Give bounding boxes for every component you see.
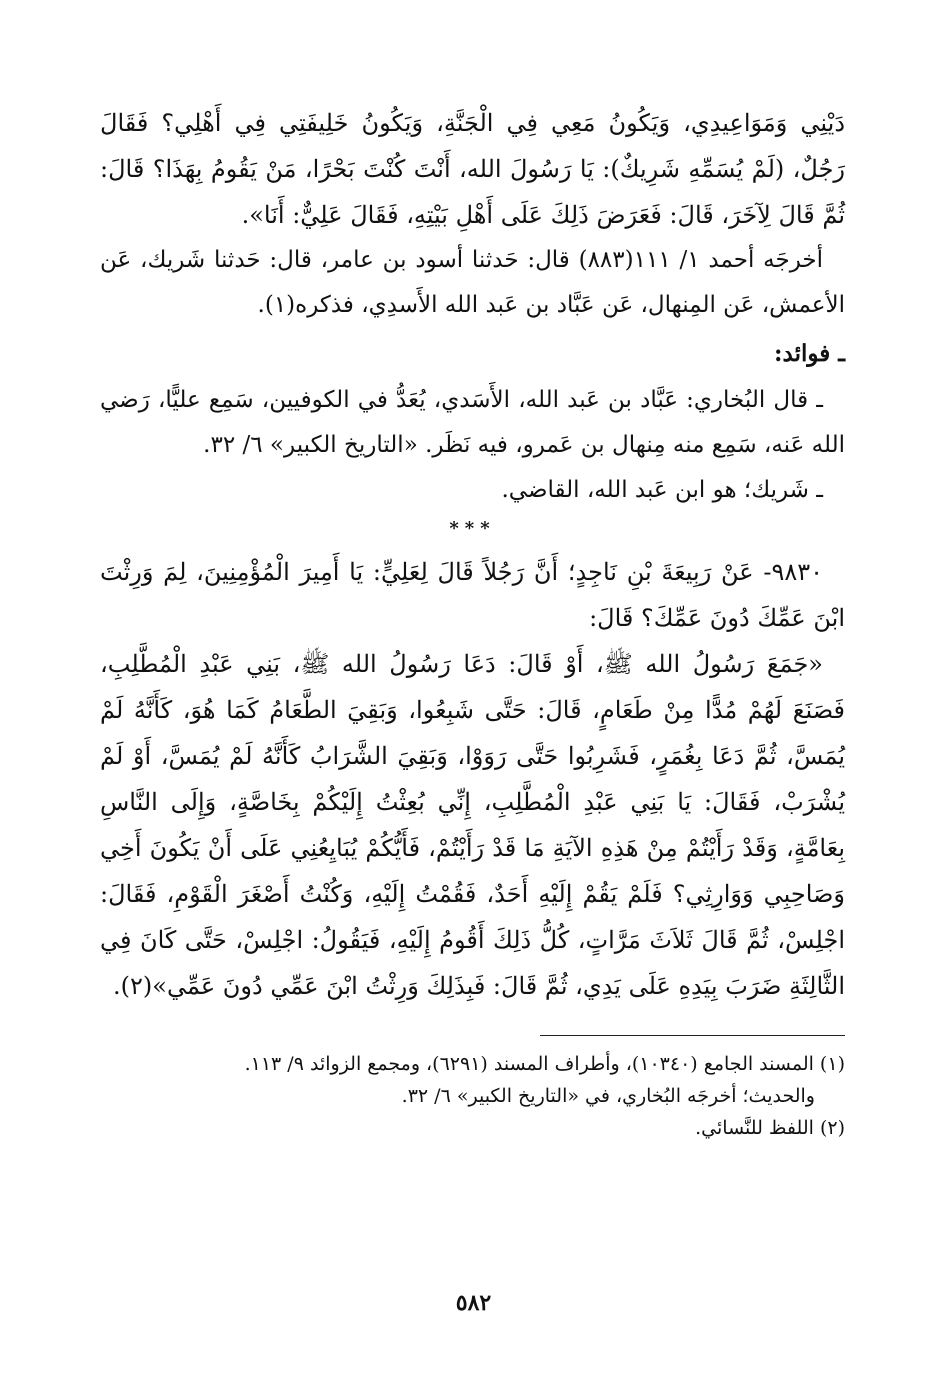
footnote-2: (٢) اللفظ للنَّسائي. (695, 1117, 845, 1139)
page-number: ٥٨٢ (455, 1290, 492, 1316)
page-body (100, 100, 845, 1144)
fawaid-item-sharik: ـ شَريك؛ هو ابن عَبد الله، القاضي. (501, 477, 823, 503)
footnote-divider (540, 1035, 845, 1036)
takhrij-paragraph: أخرجَه أحمد ١/ ١١١(٨٨٣) قال: حَدثنا أسود بن عامر، قال: حَدثنا شَريك، عَن الأعمش، عَن المِنهال، عَن عَبَّاد بن عَبد الله الأَسدِي، فذكره(١). (100, 247, 845, 318)
footnote-1: (١) المسند الجامع (١٠٣٤٠)، وأطراف المسند (٦٢٩١)، ومجمع الزوائد ٩/ ١١٣. (244, 1053, 845, 1075)
section-separator: *** (449, 518, 496, 539)
fawaid-heading: ـ فوائد: (774, 340, 845, 367)
hadith-body: «جَمَعَ رَسُولُ الله ﷺ، أَوْ قَالَ: دَعَا رَسُولُ الله ﷺ، بَنِي عَبْدِ الْمُطَّلِبِ، فَصَنَعَ لَهُمْ مُدًّا مِنْ طَعَامٍ، قَالَ: حَتَّى شَبِعُوا، وَبَقِيَ الطَّعَامُ كَمَا هُوَ، كَأَنَّهُ لَمْ يُمَسَّ، ثُمَّ دَعَا بِغُمَرٍ، فَشَرِبُوا حَتَّى رَوَوْا، وَبَقِيَ الشَّرَابُ كَأَنَّهُ لَمْ يُمَسَّ، أَوْ لَمْ يُشْرَبْ، فَقَالَ: يَا بَنِي عَبْدِ الْمُطَّلِبِ، إِنِّي بُعِثْتُ إِلَيْكُمْ بِخَاصَّةٍ، وَإِلَى النَّاسِ بِعَامَّةٍ، وَقَدْ رَأَيْتُمْ مِنْ هَذِهِ الآيَةِ مَا قَدْ رَأَيْتُمْ، فَأَيُّكُمْ يُبَايِعُنِي عَلَى أَنْ يَكُونَ أَخِي وَصَاحِبِي وَوَارِثِي؟ فَلَمْ يَقُمْ إِلَيْهِ أَحَدٌ، فَقُمْتُ إِلَيْهِ، وَكُنْتُ أَصْغَرَ الْقَوْمِ، فَقَالَ: اجْلِسْ، ثُمَّ قَالَ ثَلاَثَ مَرَّاتٍ، كُلُّ ذَلِكَ أَقُومُ إِلَيْهِ، فَيَقُولُ: اجْلِسْ، حَتَّى كَانَ فِي الثَّالِثَةِ ضَرَبَ بِيَدِهِ عَلَى يَدِي، ثُمَّ قَالَ: فَبِذَلِكَ وَرِثْتُ ابْنَ عَمِّي دُونَ عَمِّي»(٢). (100, 650, 845, 1000)
footnote-1-continuation: والحديث؛ أخرجَه البُخاري، في «التاريخ الكبير» ٦/ ٣٢. (401, 1085, 815, 1107)
hadith-intro: ٩٨٣٠- عَنْ رَبِيعَةَ بْنِ نَاجِدٍ؛ أَنَّ رَجُلاً قَالَ لِعَلِيٍّ: يَا أَمِيرَ الْمُؤْمِنِينَ، لِمَ وَرِثْتَ ابْنَ عَمِّكَ دُونَ عَمِّكَ؟ قَالَ: (100, 558, 845, 632)
hadith-continuation: دَيْنِي وَمَوَاعِيدِي، وَيَكُونُ مَعِي فِي الْجَنَّةِ، وَيَكُونُ خَلِيفَتِي فِي أَهْلِي؟ فَقَالَ رَجُلٌ، (لَمْ يُسَمِّهِ شَرِيكٌ): يَا رَسُولَ الله، أَنْتَ كُنْتَ بَحْرًا، مَنْ يَقُومُ بِهَذَا؟ قَالَ: ثُمَّ قَالَ لِآخَرَ، قَالَ: فَعَرَضَ ذَلِكَ عَلَى أَهْلِ بَيْتِهِ، فَقَالَ عَلِيٌّ: أَنَا». (100, 109, 845, 229)
fawaid-item-bukhari: ـ قال البُخاري: عَبَّاد بن عَبد الله، الأَسَدي، يُعَدُّ في الكوفيين، سَمِع عليًّا، رَضي الله عَنه، سَمِع منه مِنهال بن عَمرو، فيه نَظَر. «التاريخ الكبير» ٦/ ٣٢. (100, 387, 845, 458)
